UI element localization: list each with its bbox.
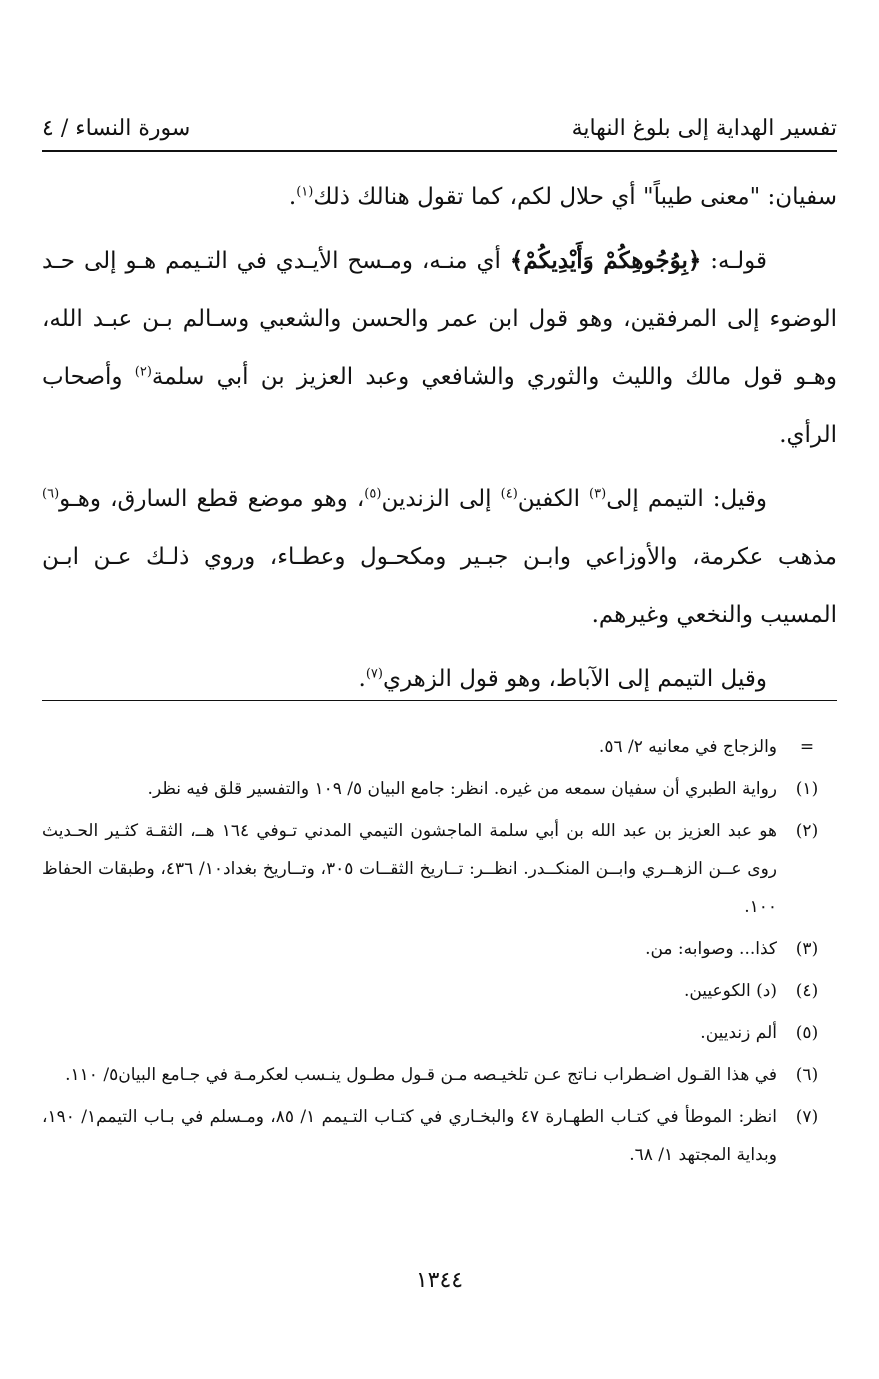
text: . [288,184,297,210]
footnote-ref-2: (٢) [134,364,152,380]
text: الكفين [517,486,590,512]
footnote [42,728,837,766]
footnote-number: (٣) [795,939,819,959]
footnote [42,770,837,808]
footnote-text: (د) الكوعيين. [683,981,777,1001]
footnote-text: والزجاج في معانيه ٢/ ٥٦. [598,737,777,757]
text: أي منـه، ومـسح الأيـدي في التـيمم هـو إلى حـد الوضوء إلى المرفقين، وهو قول ابن عمر والحسن والشعبي وسـالم بـن عبـد الله، وهـو قول مالك والليث والثوري والشافعي وعبد العزيز بن أبي سلمة [42,248,837,390]
text: مذهب عكرمة، والأوزاعي وابـن جبـير ومكحـول وعطـاء، وروي ذلـك عـن ابـن المسيب والنخعي وغيرهم. [42,544,837,628]
text: وقيل التيمم إلى الآباط، وهو قول الزهري [382,666,767,692]
footnote [42,972,837,1010]
text: . [358,666,366,692]
footnote-text: ألم زنديين. [700,1023,777,1043]
footnote-text: رواية الطبري أن سفيان سمعه من غيره. انظر: جامع البيان ٥/ ١٠٩ والتفسير قلق فيه نظر. [147,779,777,799]
footnote-number: (٢) [795,821,819,841]
footnote [42,1014,837,1052]
header-divider [42,150,837,152]
footnote [42,930,837,968]
text: إلى الزندين [381,486,501,512]
footnotes-divider [42,700,837,701]
main-text [42,168,837,714]
paragraph-3 [42,470,837,644]
running-header [42,108,837,148]
footnote-ref-1: (١) [296,184,314,200]
footnote-ref-5: (٥) [364,486,382,502]
footnote-number: (٥) [795,1023,819,1043]
paragraph-2 [42,232,837,464]
footnote-number: (٤) [795,981,819,1001]
text: قولـه: [701,248,767,274]
text: وقيل: التيمم إلى [606,486,767,512]
footnote-text: انظر: الموطأ في كتـاب الطهـارة ٤٧ والبخـاري في كتـاب التـيمم ١/ ٨٥، ومـسلم في بـاب التيمم١/ ١٩٠، وبداية المجتهد ١/ ٦٨. [42,1107,777,1165]
footnotes [42,728,837,1178]
footnote-ref-7: (٧) [365,666,383,682]
text: ، وهو موضع قطع السارق، وهـو [59,486,365,512]
footnote [42,1098,837,1174]
footnote [42,812,837,926]
footnote [42,1056,837,1094]
surah-label: سورة النساء / ٤ [42,115,191,141]
footnote-number: (٦) [795,1065,819,1085]
footnote-number: (١) [795,779,819,799]
quran-verse: ﴿بِوُجُوهِكُمْ وَأَيْدِيكُمْ﴾ [509,247,702,274]
footnote-ref-6: (٦) [42,486,60,502]
footnote-text: كذا... وصوابه: من. [645,939,777,959]
paragraph-1 [42,168,837,226]
book-title: تفسير الهداية إلى بلوغ النهاية [571,115,837,141]
text: وأصحاب الرأي. [42,364,837,448]
page-number: ١٣٤٤ [415,1268,464,1293]
footnote-number: (٧) [795,1107,819,1127]
footnote-text: في هذا القـول اضـطراب نـاتج عـن تلخيـصه مـن قـول مطـول ينـسب لعكرمـة في جـامع البيان٥/ ١١٠. [65,1065,777,1085]
footnote-ref-4: (٤) [500,486,518,502]
footnote-text: هو عبد العزيز بن عبد الله بن أبي سلمة الماجشون التيمي المدني تـوفي ١٦٤ هــ، الثقـة كثـير الحـديث روى عــن الزهــري وابــن المنكــدر. انظــر: تــاريخ الثقــات ٣٠٥، وتــاريخ بغداد١٠/ ٤٣٦، وطبقات الحفاظ ١٠٠. [42,821,777,917]
footnote-number: = [799,737,815,757]
footnote-ref-3: (٣) [589,486,607,502]
text: سفيان: "معنى طيباً" أي حلال لكم، كما تقول هنالك ذلك [313,184,837,210]
